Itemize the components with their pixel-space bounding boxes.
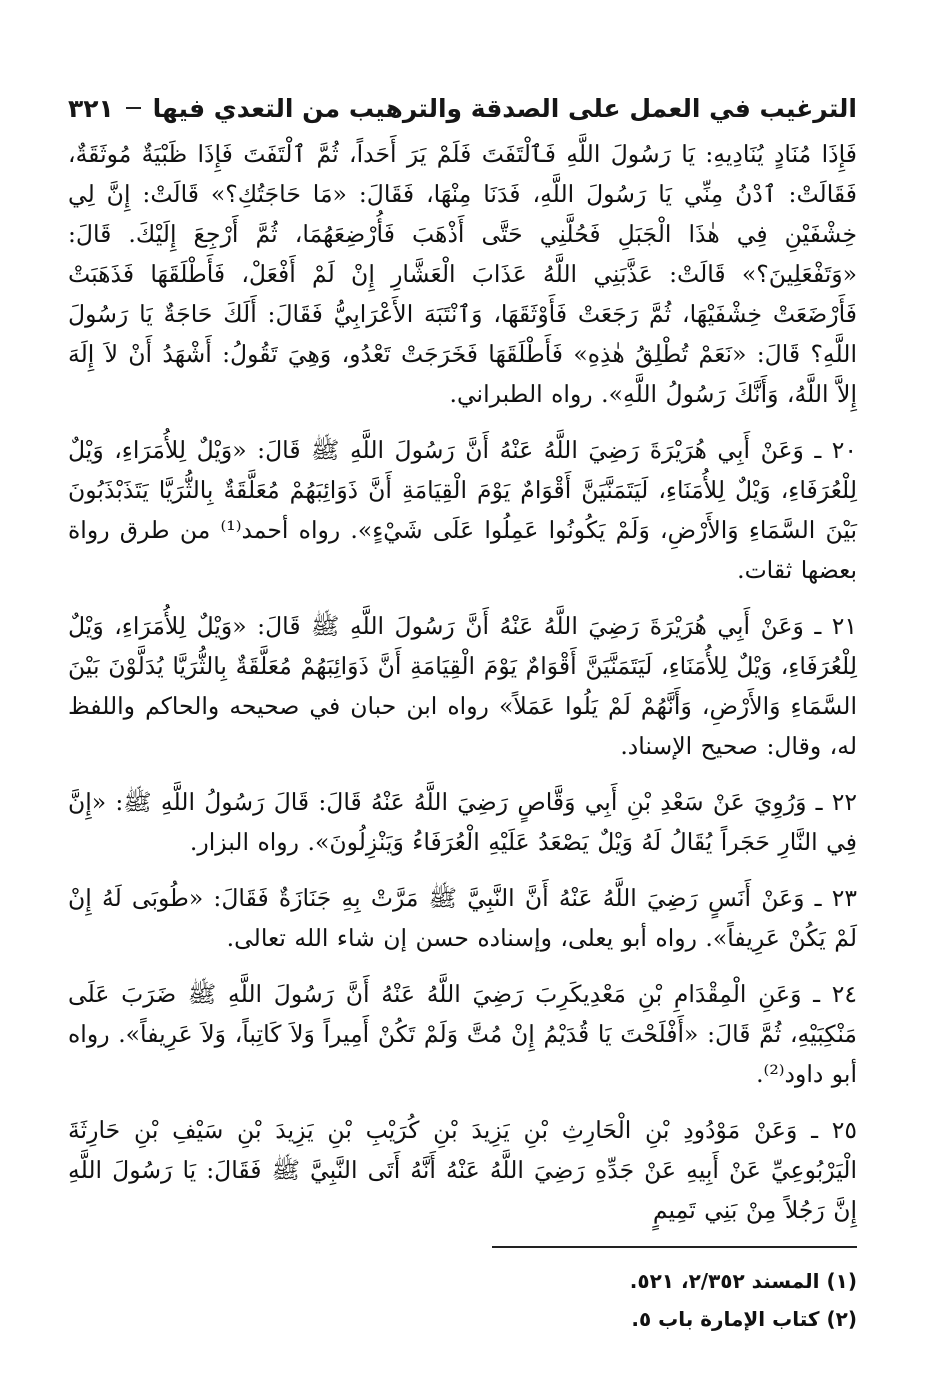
paragraph-continuation: فَإِذَا مُنَادٍ يُنَادِيهِ: يَا رَسُولَ اللَّهِ فَٱلْتَفَتَ فَلَمْ يَرَ أَحَداً، ثُمَّ ٱلْتَفَتَ فَإِذَا ظَبْيَةٌ مُوثَقَةٌ، فَقَالَتْ: ٱدْنُ مِنِّي يَا رَسُولَ اللَّهِ، فَدَنَا مِنْهَا، فَقَالَ: «مَا حَاجَتُكِ؟» قَالَتْ: إِنَّ لِي خِشْفَيْنِ فِي هٰذَا الْجَبَلِ فَحُلَّنِي حَتَّى أَذْهَبَ فَأُرْضِعَهُمَا، ثُمَّ أَرْجِعَ إِلَيْكَ. قَالَ: «وَتَفْعَلِينَ؟» قَالَتْ: عَذَّبَنِي اللَّهُ عَذَابَ الْعَشَّارِ إِنْ لَمْ أَفْعَلْ، فَأَطْلَقَهَا فَذَهَبَتْ فَأَرْضَعَتْ خِشْفَيْهَا، ثُمَّ رَجَعَتْ فَأَوْثَقَهَا، وَٱنْتَبَهَ الأَعْرَابِيُّ فَقَالَ: أَلَكَ حَاجَةٌ يَا رَسُولَ اللَّهِ؟ قَالَ: «نَعَمْ تُطْلِقُ هٰذِهِ» فَأَطْلَقَهَا فَخَرَجَتْ تَعْدُو، وَهِيَ تَقُولُ: أَشْهَدُ أَنْ لاَ إِلَهَ إِلاَّ اللَّهُ، وَأَنَّكَ رَسُولُ اللَّهِ». رواه الطبراني. (68, 140, 857, 408)
chapter-title: الترغيب في العمل على الصدقة والترهيب من التعدي فيها (152, 93, 857, 123)
hadith-25: ٢٥ ـ وَعَنْ مَوْدُودِ بْنِ الْحَارِثِ بْنِ يَزِيدَ بْنِ كُرَيْبِ بْنِ يَزِيدَ بْنِ سَيْفِ بْنِ حَارِثَةَ الْيَرْبُوعِيِّ عَنْ أَبِيهِ عَنْ جَدِّهِ رَضِيَ اللَّهُ عَنْهُ أَنَّهُ أَتَى النَّبِيَّ ﷺ فَقَالَ: يَا رَسُولَ اللَّهِ إِنَّ رَجُلاً مِنْ بَنِي تَمِيمٍ (68, 1116, 857, 1224)
page-number: ٣٢١ (68, 93, 114, 123)
footnote-rule (492, 1246, 857, 1248)
footnotes (68, 1246, 857, 1338)
hadith-24: ٢٤ ـ وَعَنِ الْمِقْدَامِ بْنِ مَعْدِيكَرِبَ رَضِيَ اللَّهُ عَنْهُ أَنَّ رَسُولَ اللَّهِ ﷺ ضَرَبَ عَلَى مَنْكِبَيْهِ، ثُمَّ قَالَ: «أَفْلَحْتَ يَا قُدَيْمُ إِنْ مُتَّ وَلَمْ تَكُنْ أَمِيراً وَلاَ كَاتِباً، وَلاَ عَرِيفاً». رواه أبو داود⁽²⁾. (68, 980, 857, 1088)
hadith-20: ٢٠ ـ وَعَنْ أَبِي هُرَيْرَةَ رَضِيَ اللَّهُ عَنْهُ أَنَّ رَسُولَ اللَّهِ ﷺ قَالَ: «وَيْلٌ لِلأُمَرَاءِ، وَيْلٌ لِلْعُرَفَاءِ، وَيْلٌ لِلأُمَنَاءِ، لَيَتَمَنَّيَنَّ أَقْوَامٌ يَوْمَ الْقِيَامَةِ أَنَّ ذَوَائِبَهُمْ مُعَلَّقَةٌ بِالثُّرَيَّا يَتَذَبْذَبُونَ بَيْنَ السَّمَاءِ وَالأَرْضِ، وَلَمْ يَكُونُوا عَمِلُوا عَلَى شَيْءٍ». رواه أحمد⁽¹⁾ من طرق رواة بعضها ثقات. (68, 436, 857, 584)
footnote-1: (١) المسند ٢/٣٥٢، ٥٢١. (629, 1269, 857, 1293)
footnote-2: (٢) كتاب الإمارة باب ٥. (631, 1307, 857, 1331)
hadith-22: ٢٢ ـ وَرُوِيَ عَنْ سَعْدِ بْنِ أَبِي وَقَّاصٍ رَضِيَ اللَّهُ عَنْهُ قَالَ: قَالَ رَسُولُ اللَّهِ ﷺ: «إِنَّ فِي النَّارِ حَجَراً يُقَالُ لَهُ وَيْلٌ يَصْعَدُ عَلَيْهِ الْعُرَفَاءُ وَيَنْزِلُونَ». رواه البزار. (68, 788, 857, 856)
hadith-23: ٢٣ ـ وَعَنْ أَنَسٍ رَضِيَ اللَّهُ عَنْهُ أَنَّ النَّبِيَّ ﷺ مَرَّتْ بِهِ جَنَازَةٌ فَقَالَ: «طُوبَى لَهُ إِنْ لَمْ يَكُنْ عَرِيفاً». رواه أبو يعلى، وإسناده حسن إن شاء الله تعالى. (68, 884, 857, 952)
hadith-21: ٢١ ـ وَعَنْ أَبِي هُرَيْرَةَ رَضِيَ اللَّهُ عَنْهُ أَنَّ رَسُولَ اللَّهِ ﷺ قَالَ: «وَيْلٌ لِلأُمَرَاءِ، وَيْلٌ لِلْعُرَفَاءِ، وَيْلٌ لِلأُمَنَاءِ، لَيَتَمَنَّيَنَّ أَقْوَامٌ يَوْمَ الْقِيَامَةِ أَنَّ ذَوَائِبَهُمْ مُعَلَّقَةٌ بِالثُّرَيَّا يُدَلَّوْنَ بَيْنَ السَّمَاءِ وَالأَرْضِ، وَأَنَّهُمْ لَمْ يَلُوا عَمَلاً» رواه ابن حبان في صحيحه والحاكم واللفظ له، وقال: صحيح الإسناد. (68, 612, 857, 760)
running-header (68, 86, 857, 130)
header-rule (126, 107, 141, 109)
body-text (68, 134, 857, 1230)
